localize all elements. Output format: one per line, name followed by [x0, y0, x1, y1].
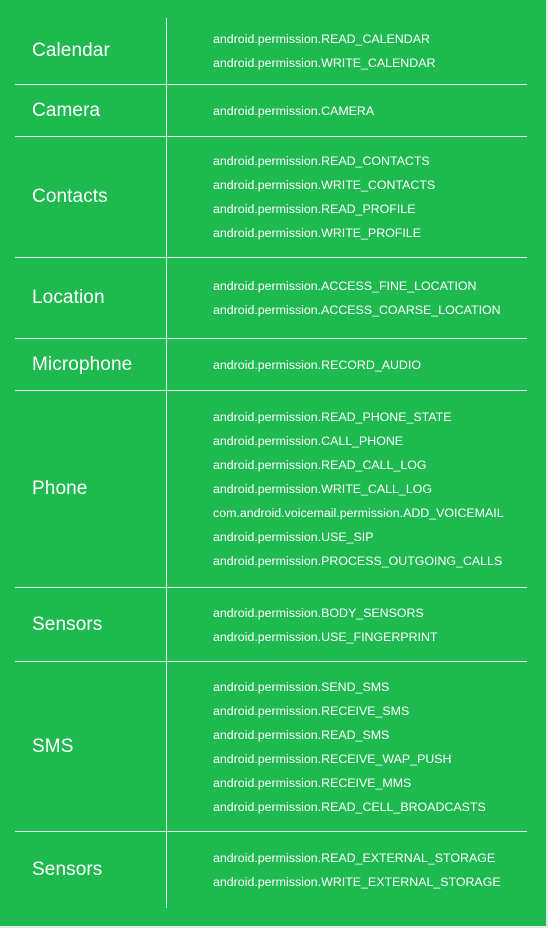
- permission-item: android.permission.ACCESS_COARSE_LOCATION: [213, 303, 501, 317]
- group-name: Phone: [15, 391, 167, 587]
- group-name: Calendar: [15, 18, 167, 84]
- table-row-phone: [15, 391, 527, 588]
- group-name: Sensors: [15, 588, 167, 661]
- permission-item: android.permission.READ_CALENDAR: [213, 32, 430, 46]
- permission-list: [167, 391, 527, 587]
- permission-item: android.permission.BODY_SENSORS: [213, 605, 424, 620]
- permission-list: [167, 258, 527, 338]
- permission-item: android.permission.SEND_SMS: [213, 679, 390, 694]
- permission-list: [167, 662, 527, 831]
- group-name: Microphone: [15, 339, 167, 390]
- table-row-location: [15, 258, 527, 339]
- permission-item: com.android.voicemail.permission.ADD_VOICEMAIL: [213, 506, 504, 520]
- permission-item: android.permission.READ_PROFILE: [213, 202, 416, 216]
- permission-list: [167, 18, 527, 84]
- permission-item: android.permission.CALL_PHONE: [213, 434, 404, 448]
- permission-list: [167, 85, 527, 136]
- permission-item: android.permission.READ_CONTACTS: [213, 154, 430, 168]
- permission-item: android.permission.WRITE_CONTACTS: [213, 178, 436, 192]
- table-row-calendar: [15, 18, 527, 85]
- permission-item: android.permission.ACCESS_FINE_LOCATION: [213, 279, 477, 293]
- group-name: Sensors: [15, 832, 167, 908]
- group-name: Location: [15, 258, 167, 338]
- permission-list: [167, 588, 527, 661]
- table-row-contacts: [15, 137, 527, 258]
- permission-item: android.permission.RECEIVE_MMS: [213, 775, 412, 790]
- permission-list: [167, 137, 527, 257]
- permission-item: android.permission.WRITE_PROFILE: [213, 226, 421, 240]
- table-row-storage: [15, 832, 527, 908]
- permission-item: android.permission.WRITE_EXTERNAL_STORAGE: [213, 875, 501, 889]
- permission-item: android.permission.READ_PHONE_STATE: [213, 410, 452, 424]
- permission-item: android.permission.RECEIVE_WAP_PUSH: [213, 751, 452, 766]
- group-name: Camera: [15, 85, 167, 136]
- permission-item: android.permission.CAMERA: [213, 103, 375, 118]
- permissions-table: [15, 18, 527, 908]
- permission-item: android.permission.READ_SMS: [213, 727, 390, 742]
- permission-item: android.permission.READ_EXTERNAL_STORAGE: [213, 851, 496, 865]
- permission-list: [167, 832, 527, 908]
- permission-item: android.permission.READ_CELL_BROADCASTS: [213, 799, 486, 814]
- permission-item: android.permission.WRITE_CALL_LOG: [213, 482, 432, 496]
- group-name: SMS: [15, 662, 167, 831]
- permission-item: android.permission.USE_SIP: [213, 530, 374, 544]
- permission-item: android.permission.USE_FINGERPRINT: [213, 629, 438, 644]
- permission-list: [167, 339, 527, 390]
- permission-item: android.permission.RECEIVE_SMS: [213, 703, 410, 718]
- permission-item: android.permission.READ_CALL_LOG: [213, 458, 427, 472]
- table-row-sensors: [15, 588, 527, 662]
- table-row-microphone: [15, 339, 527, 391]
- group-name: Contacts: [15, 137, 167, 257]
- table-row-sms: [15, 662, 527, 832]
- permission-item: android.permission.WRITE_CALENDAR: [213, 56, 436, 70]
- permission-item: android.permission.RECORD_AUDIO: [213, 357, 421, 372]
- table-row-camera: [15, 85, 527, 137]
- permission-item: android.permission.PROCESS_OUTGOING_CALLS: [213, 554, 503, 568]
